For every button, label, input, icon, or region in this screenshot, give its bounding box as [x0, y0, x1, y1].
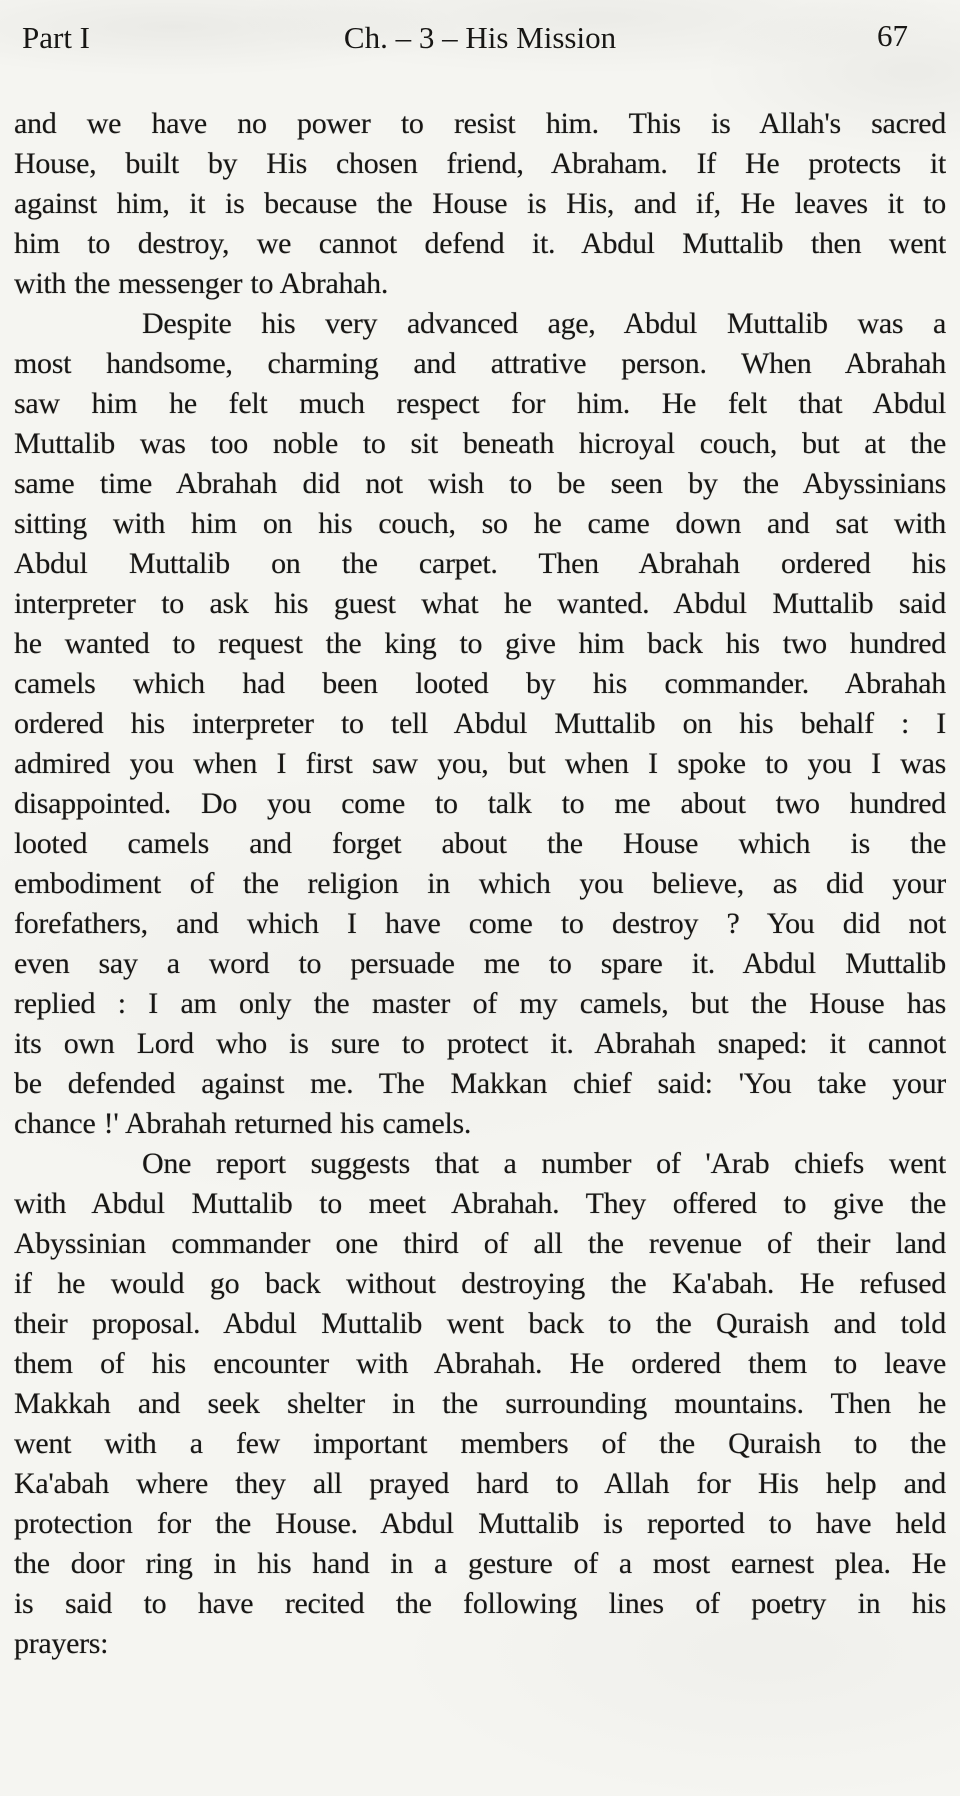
text-line: House, built by His chosen friend, Abraham. If He protects it	[14, 147, 946, 180]
text-line: most handsome, charming and attrative person. When Abrahah	[14, 347, 946, 380]
text-line: prayers:	[14, 1627, 109, 1660]
text-line: he wanted to request the king to give him back his two hundred	[14, 627, 946, 660]
text-line: with Abdul Muttalib to meet Abrahah. They offered to give the	[14, 1187, 946, 1220]
text-line: camels which had been looted by his commander. Abrahah	[14, 667, 946, 700]
page-body	[14, 104, 946, 1664]
text-line: One report suggests that a number of 'Arab chiefs went	[142, 1147, 946, 1180]
paragraph	[14, 1144, 946, 1664]
text-line: their proposal. Abdul Muttalib went back to the Quraish and told	[14, 1307, 946, 1340]
text-line: sitting with him on his couch, so he came down and sat with	[14, 507, 946, 540]
text-line: against him, it is because the House is His, and if, He leaves it to	[14, 187, 946, 220]
text-line: went with a few important members of the Quraish to the	[14, 1427, 946, 1460]
text-line: Abdul Muttalib on the carpet. Then Abrahah ordered his	[14, 547, 946, 580]
text-line: be defended against me. The Makkan chief said: 'You take your	[14, 1067, 946, 1100]
text-line: with the messenger to Abrahah.	[14, 267, 389, 300]
text-line: Makkah and seek shelter in the surrounding mountains. Then he	[14, 1387, 946, 1420]
text-line: is said to have recited the following lines of poetry in his	[14, 1587, 946, 1620]
text-line: forefathers, and which I have come to destroy ? You did not	[14, 907, 946, 940]
text-line: Abyssinian commander one third of all the revenue of their land	[14, 1227, 946, 1260]
text-line: interpreter to ask his guest what he wanted. Abdul Muttalib said	[14, 587, 946, 620]
text-line: its own Lord who is sure to protect it. Abrahah snaped: it cannot	[14, 1027, 946, 1060]
text-line: embodiment of the religion in which you believe, as did your	[14, 867, 946, 900]
paragraph	[14, 104, 946, 304]
text-line: admired you when I first saw you, but when I spoke to you I was	[14, 747, 946, 780]
paragraph	[14, 304, 946, 1144]
text-line: Ka'abah where they all prayed hard to Allah for His help and	[14, 1467, 946, 1500]
text-line: protection for the House. Abdul Muttalib is reported to have held	[14, 1507, 946, 1540]
text-line: replied : I am only the master of my camels, but the House has	[14, 987, 946, 1020]
text-line: Muttalib was too noble to sit beneath hicroyal couch, but at the	[14, 427, 946, 460]
text-line: him to destroy, we cannot defend it. Abdul Muttalib then went	[14, 227, 946, 260]
text-line: them of his encounter with Abrahah. He ordered them to leave	[14, 1347, 946, 1380]
text-line: looted camels and forget about the House which is the	[14, 827, 946, 860]
text-line: even say a word to persuade me to spare it. Abdul Muttalib	[14, 947, 946, 980]
text-line: disappointed. Do you come to talk to me about two hundred	[14, 787, 946, 820]
chapter-title: Ch. – 3 – His Mission	[343, 20, 617, 55]
text-line: ordered his interpreter to tell Abdul Muttalib on his behalf : I	[14, 707, 946, 740]
text-line: chance !' Abrahah returned his camels.	[14, 1107, 472, 1140]
part-label: Part I	[22, 20, 91, 55]
text-line: and we have no power to resist him. This is Allah's sacred	[14, 107, 946, 140]
page-header	[0, 0, 960, 60]
text-line: Despite his very advanced age, Abdul Muttalib was a	[142, 307, 946, 340]
text-line: same time Abrahah did not wish to be seen by the Abyssinians	[14, 467, 946, 500]
page-number: 67	[877, 18, 908, 53]
text-line: saw him he felt much respect for him. He felt that Abdul	[14, 387, 946, 420]
text-line: if he would go back without destroying the Ka'abah. He refused	[14, 1267, 946, 1300]
text-line: the door ring in his hand in a gesture of a most earnest plea. He	[14, 1547, 946, 1580]
